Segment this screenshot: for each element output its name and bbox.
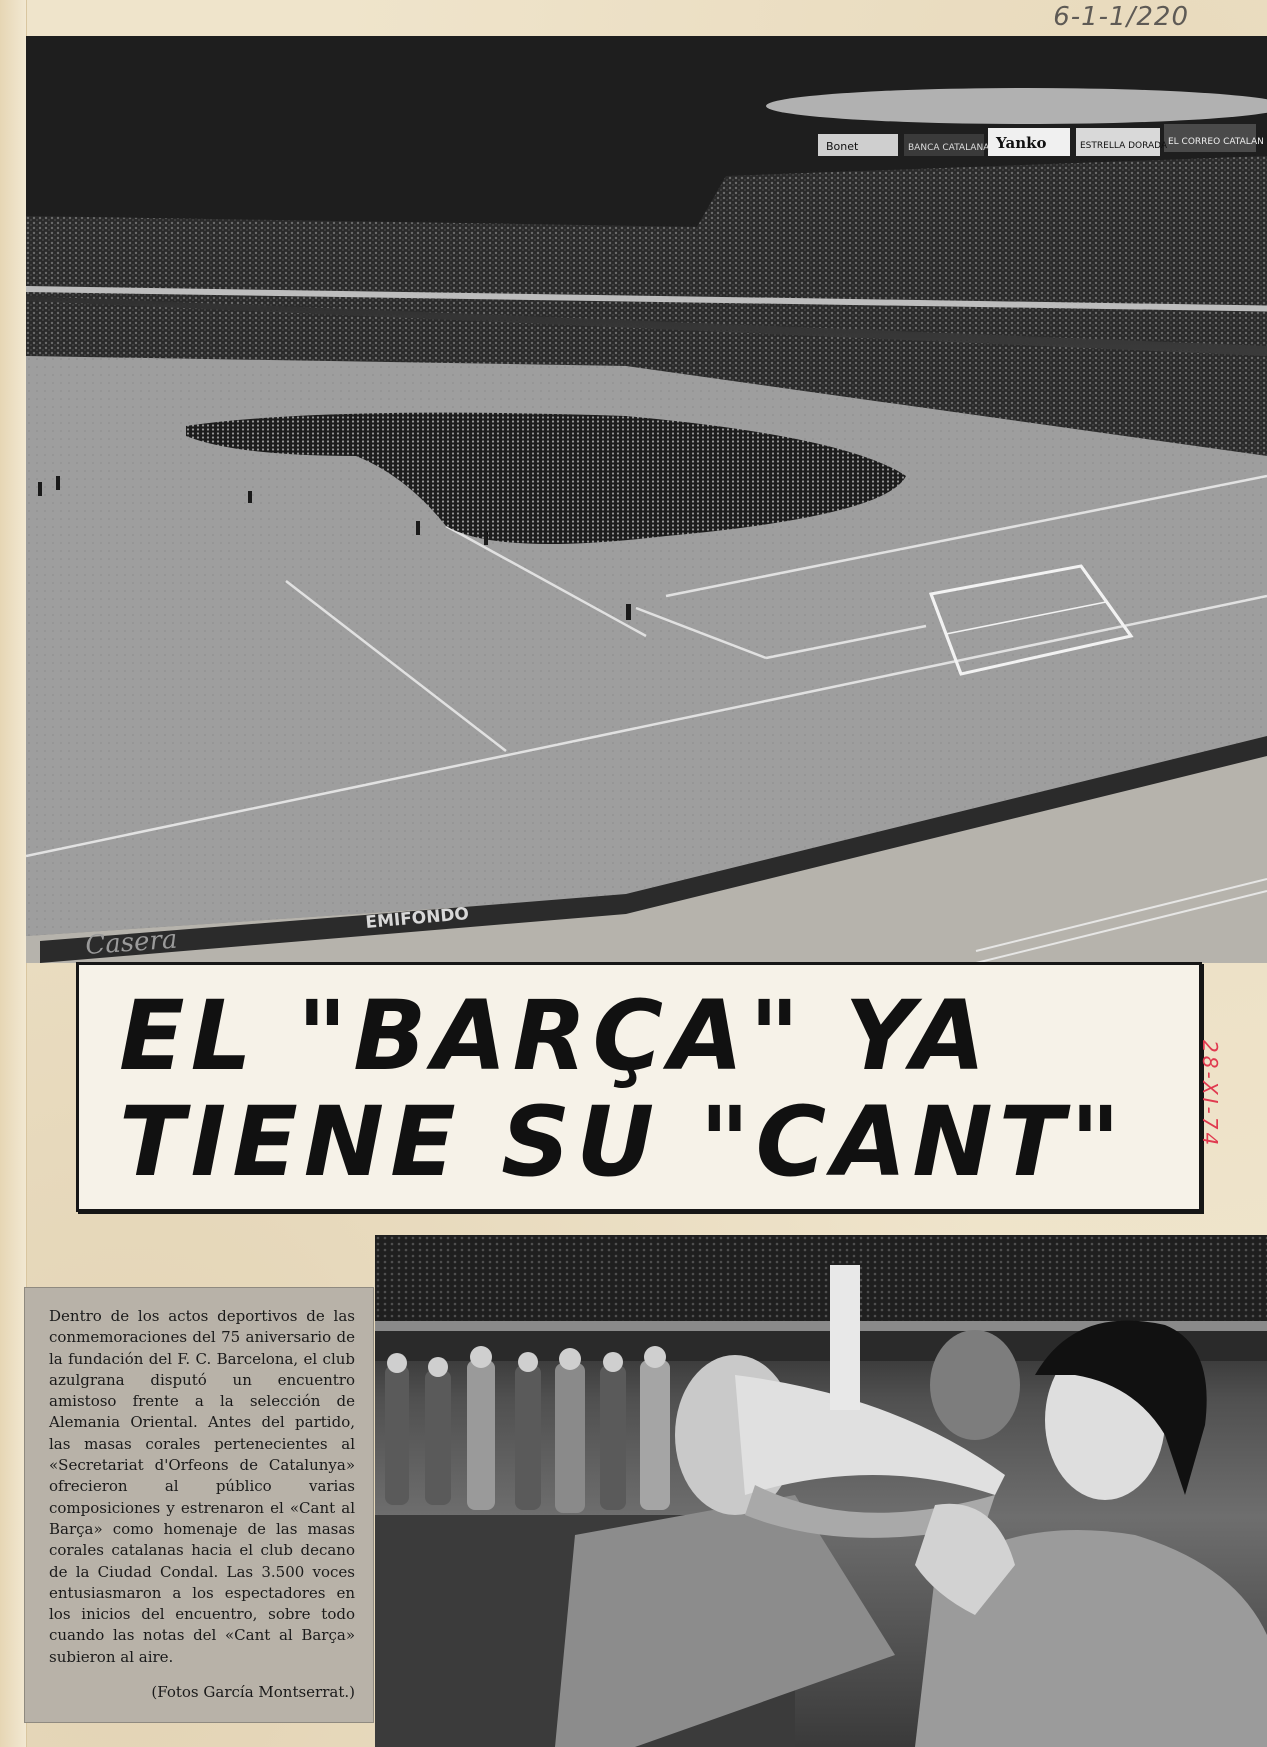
ad-bonet: Bonet	[826, 140, 859, 153]
headline-box	[76, 962, 1202, 1212]
stadium-photo	[26, 36, 1267, 963]
musician-photo	[375, 1235, 1267, 1747]
caption-box	[24, 1287, 374, 1723]
archive-reference: 6-1-1/220	[1053, 2, 1189, 32]
photo-credit: (Fotos García Montserrat.)	[151, 1683, 355, 1701]
headline-line-1: EL "BARÇA" YA	[119, 980, 992, 1092]
ad-yanko: Yanko	[996, 134, 1047, 152]
ad-casera: Casera	[84, 924, 179, 961]
date-stamp: 28-XI-74	[1198, 1040, 1222, 1149]
caption-text: Dentro de los actos deportivos de las conmemoraciones del 75 aniversario de la fundación del F. C. Barcelona, el club azulgrana disputó un encuentro amistoso frente a la selección de Alemania Oriental. Antes del partido, las masas corales pertenecientes al «Secretariat d'Orfeons de Catalunya» ofrecieron al público varias composiciones y estrenaron el «Cant al Barça» como homenaje de las masas corales catalanas hacia el club decano de la Ciudad Condal. Las 3.500 voces entusiasmaron a los espectadores en los inicios del encuentro, sobre todo cuando las notas del «Cant al Barça» subieron al aire.	[49, 1307, 355, 1666]
ad-correo: EL CORREO CATALAN	[1168, 137, 1264, 147]
headline	[79, 980, 1199, 1198]
ad-emifondo: EMIFONDO	[364, 904, 470, 933]
paper-edge	[0, 0, 27, 1747]
ad-banca: BANCA CATALANA	[908, 143, 990, 153]
headline-line-2: TIENE SU "CANT"	[119, 1086, 1127, 1198]
ad-estrella: ESTRELLA DORADA	[1080, 141, 1168, 151]
